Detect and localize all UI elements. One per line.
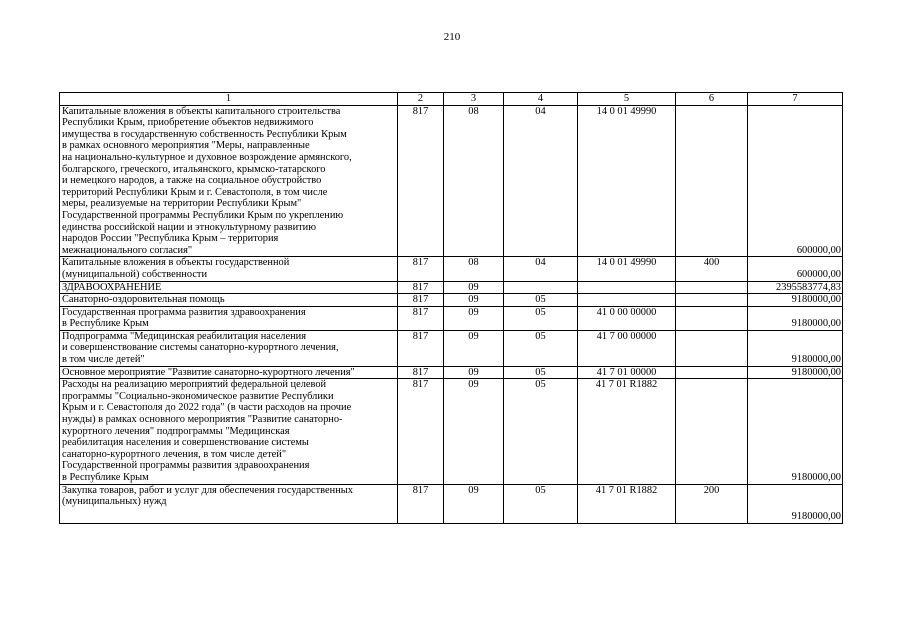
- row-csr: 14 0 01 49990: [578, 257, 676, 281]
- row-rz: 09: [444, 281, 504, 294]
- header-cell: 7: [748, 93, 843, 106]
- row-grbs: 817: [398, 306, 444, 330]
- row-pr: [504, 281, 578, 294]
- row-grbs: 817: [398, 379, 444, 484]
- table-row: [60, 294, 843, 307]
- header-cell: 2: [398, 93, 444, 106]
- row-pr: 04: [504, 257, 578, 281]
- row-grbs: 817: [398, 484, 444, 523]
- row-amount: 600000,00: [748, 105, 843, 257]
- row-rz: 09: [444, 330, 504, 366]
- row-amount: 9180000,00: [748, 294, 843, 307]
- header-cell: 5: [578, 93, 676, 106]
- row-vr: 200: [676, 484, 748, 523]
- row-pr: 05: [504, 379, 578, 484]
- row-name: Государственная программа развития здравоохранения в Республике Крым: [60, 306, 398, 330]
- header-cell: 3: [444, 93, 504, 106]
- row-csr: 41 0 00 00000: [578, 306, 676, 330]
- row-pr: 05: [504, 330, 578, 366]
- row-rz: 09: [444, 294, 504, 307]
- row-vr: [676, 366, 748, 379]
- row-grbs: 817: [398, 330, 444, 366]
- header-cell: 6: [676, 93, 748, 106]
- row-csr: 41 7 01 00000: [578, 366, 676, 379]
- row-rz: 08: [444, 257, 504, 281]
- table-row: [60, 306, 843, 330]
- row-amount: 600000,00: [748, 257, 843, 281]
- row-grbs: 817: [398, 105, 444, 257]
- table-row: [60, 281, 843, 294]
- row-name: Основное мероприятие "Развитие санаторно-курортного лечения": [60, 366, 398, 379]
- budget-table: [59, 92, 843, 524]
- table-header-row: [60, 93, 843, 106]
- row-pr: 05: [504, 294, 578, 307]
- row-vr: [676, 330, 748, 366]
- page-number: 210: [443, 31, 461, 43]
- table-row: [60, 330, 843, 366]
- row-rz: 09: [444, 366, 504, 379]
- row-vr: [676, 105, 748, 257]
- row-rz: 08: [444, 105, 504, 257]
- row-amount: 9180000,00: [748, 306, 843, 330]
- row-pr: 04: [504, 105, 578, 257]
- row-amount: 9180000,00: [748, 330, 843, 366]
- row-name: Капитальные вложения в объекты государственной (муниципальной) собственности: [60, 257, 398, 281]
- row-csr: 41 7 01 R1882: [578, 379, 676, 484]
- header-cell: 1: [60, 93, 398, 106]
- row-pr: 05: [504, 366, 578, 379]
- table-row: [60, 366, 843, 379]
- row-amount: 9180000,00: [748, 366, 843, 379]
- row-amount: 9180000,00: [748, 379, 843, 484]
- table-row: [60, 379, 843, 484]
- row-vr: 400: [676, 257, 748, 281]
- row-amount: 2395583774,83: [748, 281, 843, 294]
- row-rz: 09: [444, 306, 504, 330]
- row-name: Закупка товаров, работ и услуг для обеспечения государственных (муниципальных) нужд: [60, 484, 398, 523]
- row-grbs: 817: [398, 294, 444, 307]
- table-row: [60, 257, 843, 281]
- row-csr: 41 7 00 00000: [578, 330, 676, 366]
- row-vr: [676, 294, 748, 307]
- row-vr: [676, 281, 748, 294]
- row-name: Расходы на реализацию мероприятий федеральной целевой программы "Социально-экономическое развитие Республики Крым и г. Севастополя до 2022 года" (в части расходов на прочие нужды) в рамках основного мероприятия "Развитие санаторно- курортного лечения" подпрограммы "Медицинская реабилитация населения и совершенствование системы санаторно-курортного лечения, в том числе детей" Государственной программы развития здравоохранения в Республике Крым: [60, 379, 398, 484]
- table-row: [60, 105, 843, 257]
- row-csr: 14 0 01 49990: [578, 105, 676, 257]
- row-name: Санаторно-оздоровительная помощь: [60, 294, 398, 307]
- row-grbs: 817: [398, 257, 444, 281]
- row-rz: 09: [444, 379, 504, 484]
- row-pr: 05: [504, 484, 578, 523]
- row-rz: 09: [444, 484, 504, 523]
- row-name: Подпрограмма "Медицинская реабилитация населения и совершенствование системы санаторно-курортного лечения, в том числе детей": [60, 330, 398, 366]
- row-name: ЗДРАВООХРАНЕНИЕ: [60, 281, 398, 294]
- row-grbs: 817: [398, 281, 444, 294]
- row-amount: 9180000,00: [748, 484, 843, 523]
- row-name: Капитальные вложения в объекты капитального строительства Республики Крым, приобретение объектов недвижимого имущества в государственную собственность Республики Крым в рамках основного мероприятия "Меры, направленные на национально-культурное и духовное возрождение армянского, болгарского, греческого, итальянского, крымско-татарского и немецкого народов, а также на социальное обустройство территорий Республики Крым и г. Севастополя, в том числе меры, реализуемые на территории Республики Крым" Государственной программы Республики Крым по укреплению единства российской нации и этнокультурному развитию народов России "Республика Крым – территория межнационального согласия": [60, 105, 398, 257]
- header-cell: 4: [504, 93, 578, 106]
- table-row: [60, 484, 843, 523]
- row-vr: [676, 306, 748, 330]
- row-csr: [578, 294, 676, 307]
- row-grbs: 817: [398, 366, 444, 379]
- row-vr: [676, 379, 748, 484]
- row-csr: 41 7 01 R1882: [578, 484, 676, 523]
- row-pr: 05: [504, 306, 578, 330]
- row-csr: [578, 281, 676, 294]
